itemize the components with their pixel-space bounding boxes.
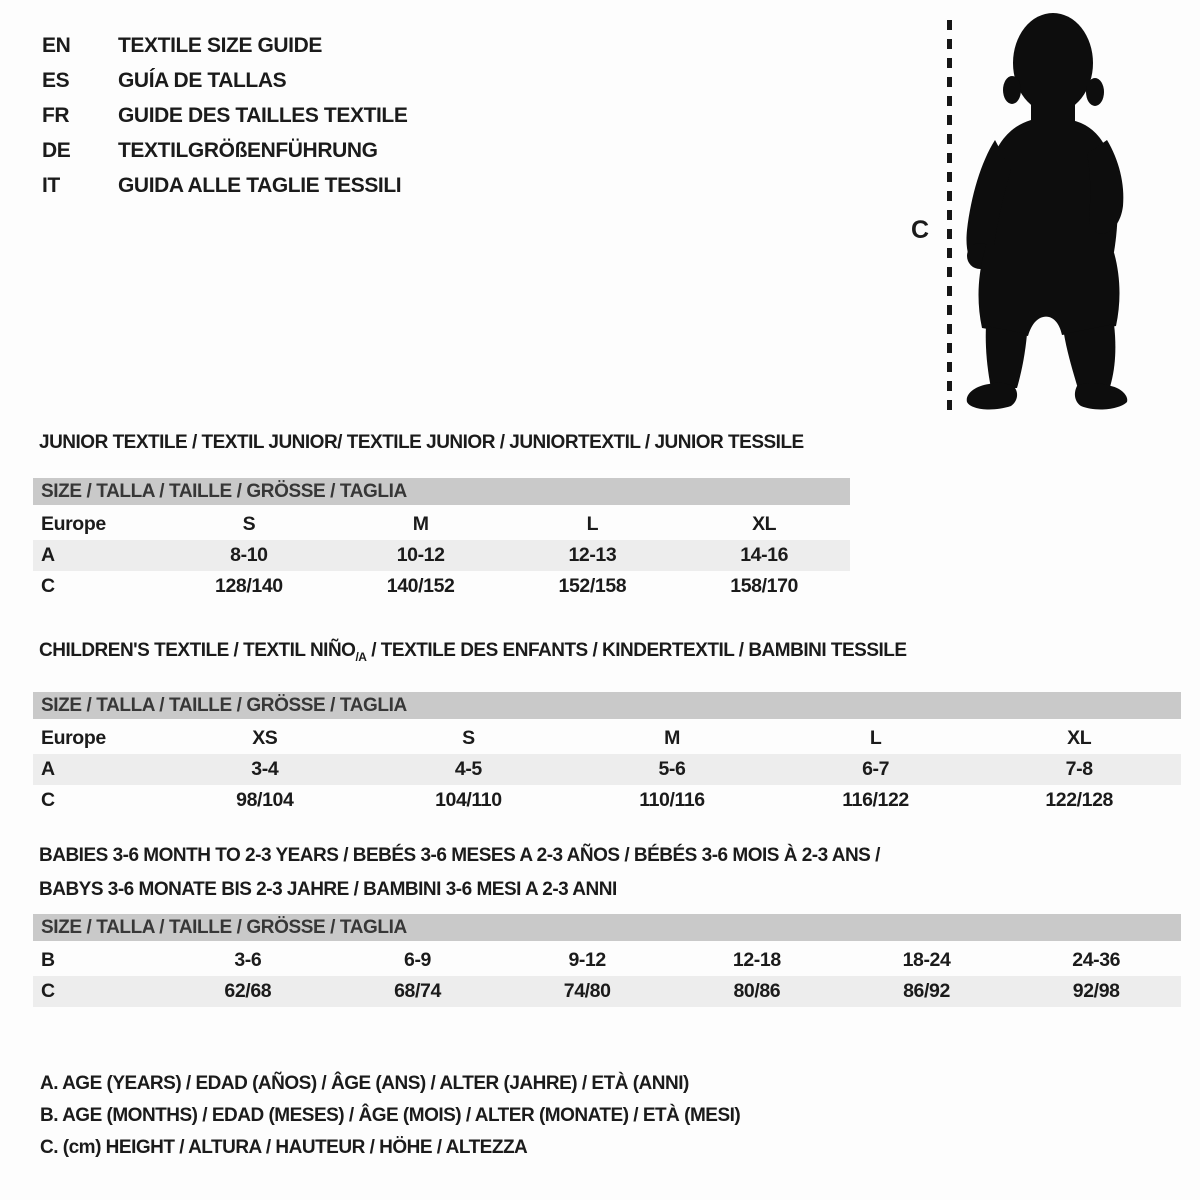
table-cell: 62/68 [224,980,272,1002]
table-row [33,754,1181,785]
row-label: A [41,757,55,780]
junior-size-table [33,509,850,602]
language-row-en [42,28,407,63]
junior-textile-section [33,432,850,602]
column-header: S [242,513,256,535]
row-label: C [41,788,55,811]
row-label: A [41,544,55,566]
table-cell: 98/104 [236,788,294,811]
table-cell: 158/170 [730,575,798,597]
table-cell: 6-7 [862,757,890,780]
table-cell: 14-16 [740,544,789,566]
table-row [33,976,1181,1007]
column-header: S [462,726,475,749]
column-header: XL [1067,726,1092,749]
junior-size-header-bar: SIZE / TALLA / TAILLE / GRÖSSE / TAGLIA [33,478,850,505]
babies-size-table [33,945,1181,1007]
language-code: FR [42,104,70,127]
height-measure-figure [903,8,1183,433]
table-cell: 8-10 [230,544,268,566]
column-header: Europe [41,726,106,749]
row-label: B [41,949,55,971]
junior-section-title: JUNIOR TEXTILE / TEXTIL JUNIOR/ TEXTILE JUNIOR / JUNIORTEXTIL / JUNIOR TESSILE [39,432,804,453]
measure-legend [40,1068,740,1164]
table-cell: 152/158 [558,575,627,597]
guide-title: GUIDE DES TAILLES TEXTILE [118,104,408,127]
table-cell: 110/116 [639,788,705,811]
table-cell: 5-6 [658,757,686,780]
table-cell: 12-18 [732,949,781,971]
children-size-table [33,723,1181,816]
table-header-row [33,509,850,540]
babies-section-title-line1: BABIES 3-6 MONTH TO 2-3 YEARS / BEBÉS 3-6 MESES A 2-3 AÑOS / BÉBÉS 3-6 MOIS À 2-3 ANS / [39,845,880,866]
babies-section-title-line2: BABYS 3-6 MONATE BIS 2-3 JAHRE / BAMBINI 3-6 MESI A 2-3 ANNI [39,879,617,900]
guide-title: TEXTILGRÖßENFÜHRUNG [118,139,378,162]
table-cell: 7-8 [1065,757,1093,780]
table-cell: 80/86 [733,980,781,1002]
guide-title: TEXTILE SIZE GUIDE [118,34,322,57]
language-code: ES [42,69,70,92]
height-measure-label: C [911,216,929,244]
column-header: XS [252,726,278,749]
toddler-silhouette-icon [965,8,1145,420]
children-title-subscript: /A [355,649,367,664]
table-row [33,571,850,602]
legend-line-age-years: A. AGE (YEARS) / EDAD (AÑOS) / ÂGE (ANS) / ALTER (JAHRE) / ETÀ (ANNI) [40,1073,689,1094]
table-cell: 18-24 [902,949,951,971]
language-row-it [42,168,407,203]
table-cell: 6-9 [404,949,431,971]
legend-line-age-months: B. AGE (MONTHS) / EDAD (MESES) / ÂGE (MOIS) / ALTER (MONATE) / ETÀ (MESI) [40,1105,741,1126]
table-cell: 122/128 [1045,788,1114,811]
language-row-fr [42,98,407,133]
column-header: XL [752,513,777,535]
childrens-textile-section [33,640,1181,816]
guide-title: GUÍA DE TALLAS [118,69,287,92]
table-cell: 3-4 [251,757,279,780]
table-cell: 116/122 [842,788,909,811]
children-size-header-bar: SIZE / TALLA / TAILLE / GRÖSSE / TAGLIA [33,692,1181,719]
table-cell: 128/140 [215,575,283,597]
language-code: EN [42,34,71,57]
table-row [33,945,1181,976]
table-cell: 68/74 [394,980,441,1002]
children-title-rest: / TEXTILE DES ENFANTS / KINDERTEXTIL / BAMBINI TESSILE [366,640,907,661]
babies-size-header-bar: SIZE / TALLA / TAILLE / GRÖSSE / TAGLIA [33,914,1181,941]
table-row [33,540,850,571]
children-section-title [39,640,1181,668]
children-title-main: CHILDREN'S TEXTILE / TEXTIL NIÑO [39,640,356,661]
row-label: C [41,575,55,597]
language-code: IT [42,174,60,197]
table-cell: 9-12 [568,949,606,971]
column-header: L [869,726,882,749]
column-header: M [664,726,680,749]
table-header-row [33,723,1181,754]
height-measure-dashed-line-icon [947,20,952,418]
language-code: DE [42,139,71,162]
table-cell: 104/110 [435,788,502,811]
table-cell: 3-6 [234,949,262,971]
table-cell: 12-13 [568,544,617,566]
legend-line-height-cm: C. (cm) HEIGHT / ALTURA / HAUTEUR / HÖHE / ALTEZZA [40,1137,528,1158]
column-header: L [586,513,599,535]
language-row-es [42,63,407,98]
table-cell: 10-12 [396,544,445,566]
babies-textile-section [33,845,1181,1007]
table-cell: 74/80 [563,980,611,1002]
table-cell: 24-36 [1072,949,1121,971]
guide-title: GUIDA ALLE TAGLIE TESSILI [118,174,402,197]
table-cell: 4-5 [454,757,482,780]
table-row [33,785,1181,816]
table-cell: 92/98 [1072,980,1120,1002]
table-cell: 86/92 [903,980,950,1002]
language-title-list [42,28,407,203]
row-label: C [41,980,55,1002]
table-cell: 140/152 [386,575,455,597]
column-header: M [412,513,429,535]
language-row-de [42,133,407,168]
column-header: Europe [41,513,106,535]
